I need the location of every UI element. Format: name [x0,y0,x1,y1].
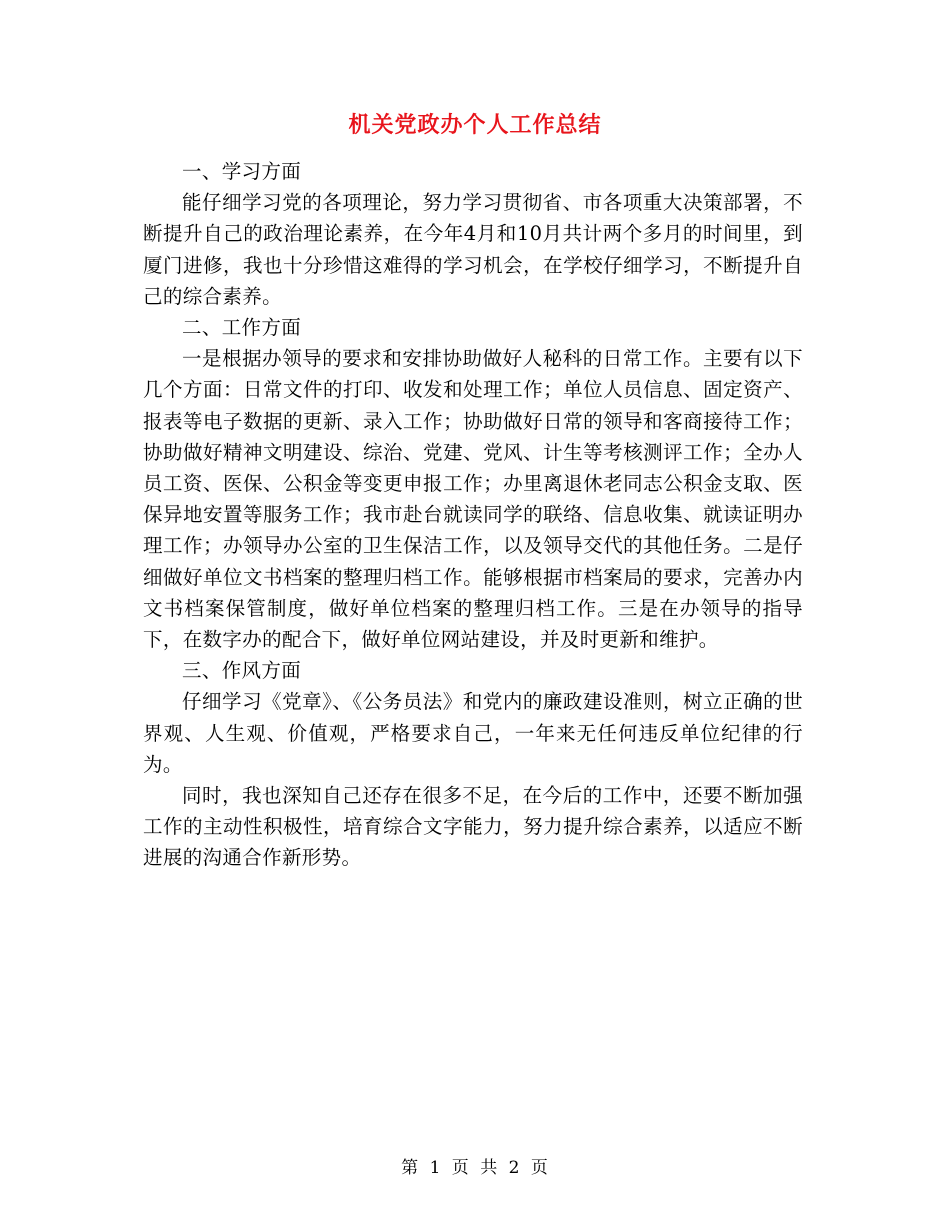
paragraph-study: 能仔细学习党的各项理论，努力学习贯彻省、市各项重大决策部署，不断提升自己的政治理论素养，在今年4月和10月共计两个多月的时间里，到厦门进修，我也十分珍惜这难得的学习机会，在学校仔细学习，不断提升自己的综合素养。 [143,191,803,308]
paragraph-work: 一是根据办领导的要求和安排协助做好人秘科的日常工作。主要有以下几个方面：日常文件的打印、收发和处理工作；单位人员信息、固定资产、报表等电子数据的更新、录入工作；协助做好日常的领导和客商接待工作；协助做好精神文明建设、综治、党建、党风、计生等考核测评工作；全办人员工资、医保、公积金等变更申报工作；办里离退休老同志公积金支取、医保异地安置等服务工作；我市赴台就读同学的联络、信息收集、就读证明办理工作；办领导办公室的卫生保洁工作，以及领导交代的其他任务。二是仔细做好单位文书档案的整理归档工作。能够根据市档案局的要求，完善办内文书档案保管制度，做好单位档案的整理归档工作。三是在办领导的指导下，在数字办的配合下，做好单位网站建设，并及时更新和维护。 [143,347,803,652]
section-heading-style: 三、作风方面 [182,659,302,683]
paragraph-style: 仔细学习《党章》、《公务员法》和党内的廉政建设准则，树立正确的世界观、人生观、价值观，严格要求自己，一年来无任何违反单位纪律的行为。 [143,690,803,776]
page-number-footer: 第 1 页 共 2 页 [401,1158,549,1178]
paragraph-conclusion: 同时，我也深知自己还存在很多不足，在今后的工作中，还要不断加强工作的主动性积极性，培育综合文字能力，努力提升综合素养，以适应不断进展的沟通合作新形势。 [143,784,803,870]
section-heading-study: 一、学习方面 [182,160,302,183]
document-body [143,156,803,874]
section-heading-work: 二、工作方面 [182,316,302,340]
document-title: 机关党政办个人工作总结 [348,112,602,138]
